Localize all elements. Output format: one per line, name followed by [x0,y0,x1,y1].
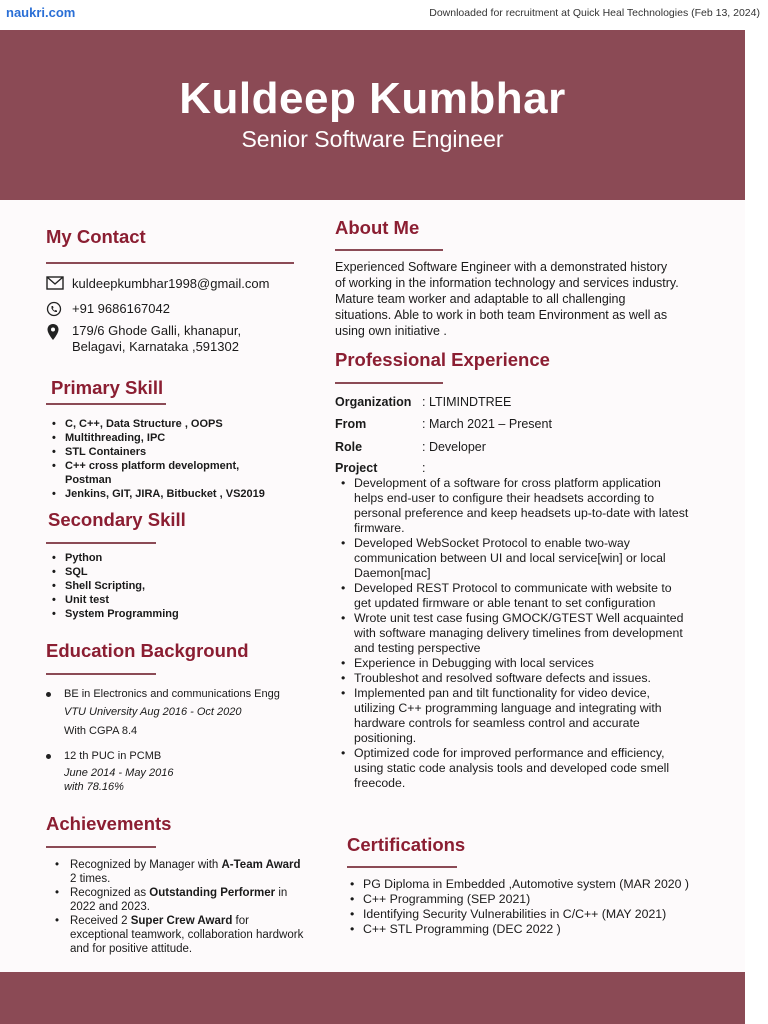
list-item: • Developed REST Protocol to communicate with website to get updated firmware or able tenant to set configuration [341,581,691,611]
phone-icon [46,301,64,317]
experience-underline [335,382,443,384]
role-value: : Developer [422,440,486,454]
location-pin-icon [46,323,64,339]
list-item: • Recognized by Manager with A-Team Award 2 times. [55,858,310,886]
education-degree: 12 th PUC in PCMB [64,750,162,762]
secondary-skill-list [50,551,280,621]
list-item: • Multithreading, IPC [50,431,280,445]
contact-underline [46,262,294,264]
candidate-name: Kuldeep Kumbhar [179,74,566,123]
list-item: • Troubleshot and resolved software defects and issues. [341,671,691,686]
address-line-1: 179/6 Ghode Galli, khanapur, [72,323,242,338]
list-item: • Optimized code for improved performance and efficiency, using static code analysis tools and developed code smell freecode. [341,746,691,791]
list-item: • Jenkins, GIT, JIRA, Bitbucket , VS2019 [50,487,280,501]
top-bar [0,0,768,28]
list-item: • STL Containers [50,445,280,459]
bullet-dot [46,754,51,759]
list-item: • Shell Scripting, [50,579,280,593]
achievements-underline [46,846,156,848]
project-label: Project [335,461,378,475]
contact-title: My Contact [46,226,146,247]
organization-value: : LTIMINDTREE [422,395,512,409]
list-item: • SQL [50,565,280,579]
education-underline [46,673,156,675]
education-degree: BE in Electronics and communications Engg [64,688,280,700]
education-detail: VTU University Aug 2016 - Oct 2020 [64,706,242,718]
education-score: with 78.16% [64,781,124,793]
email-text: kuldeepkumbhar1998@gmail.com [72,276,270,291]
about-underline [335,249,443,251]
primary-skill-underline [46,403,166,405]
list-item: • Experience in Debugging with local services [341,656,691,671]
candidate-role: Senior Software Engineer [241,126,504,152]
primary-skill-list [50,417,280,501]
list-item: • Development of a software for cross platform application helps end-user to configure their headsets according to personal preference and keep headsets up-to-date with latest firmware. [341,476,691,536]
list-item: • C++ Programming (SEP 2021) [350,892,730,907]
list-item: • PG Diploma in Embedded ,Automotive system (MAR 2020 ) [350,877,730,892]
education-score: With CGPA 8.4 [64,725,138,737]
list-item: • System Programming [50,607,280,621]
primary-skill-title: Primary Skill [51,377,164,398]
list-item: • C++ cross platform development, Postman [50,459,280,487]
list-item: • Received 2 Super Crew Award for exceptional teamwork, collaboration hardwork and for positive attitude. [55,914,310,956]
project-list [341,476,691,791]
education-detail: June 2014 - May 2016 [64,767,174,779]
certifications-underline [347,866,457,868]
list-item: • Unit test [50,593,280,607]
list-item: • Wrote unit test case fusing GMOCK/GTEST Well acquainted with software managing delivery timelines from development and testing perspective [341,611,691,656]
secondary-skill-title: Secondary Skill [48,509,186,530]
achievements-list [55,858,310,956]
secondary-skill-underline [46,542,156,544]
about-title: About Me [335,217,420,238]
list-item: • Developed WebSocket Protocol to enable two-way communication between UI and local service[win] or local Daemon[mac] [341,536,691,581]
list-item: • C++ STL Programming (DEC 2022 ) [350,922,730,937]
education-title: Education Background [46,640,249,661]
experience-title: Professional Experience [335,349,550,370]
project-value: : [422,461,426,475]
resume-footer-band [0,972,745,1024]
certifications-list [350,877,730,937]
role-label: Role [335,440,363,454]
from-label: From [335,417,367,431]
envelope-icon [46,276,64,292]
list-item: • Python [50,551,280,565]
list-item: • Implemented pan and tilt functionality for video device, utilizing C++ programming language and integrating with hardware controls for seamless control and accurate positioning. [341,686,691,746]
certifications-title: Certifications [347,834,466,855]
from-value: : March 2021 – Present [422,417,552,431]
phone-text: +91 9686167042 [72,301,170,316]
list-item: • Identifying Security Vulnerabilities in C/C++ (MAY 2021) [350,907,730,922]
about-text: Experienced Software Engineer with a demonstrated history of working in the information technology and services industry. Mature team worker and adaptable to all challenging situations. Able to work in both team Environment as well as using own initiative . [335,260,679,338]
bullet-dot [46,692,51,697]
download-note: Downloaded for recruitment at Quick Heal Technologies (Feb 13, 2024) [429,7,760,19]
list-item: • Recognized as Outstanding Performer in 2022 and 2023. [55,886,310,914]
achievements-title: Achievements [46,813,172,834]
resume-header [0,30,745,200]
organization-label: Organization [335,395,412,409]
list-item: • C, C++, Data Structure , OOPS [50,417,280,431]
address-line-2: Belagavi, Karnataka ,591302 [72,339,239,354]
naukri-logo: naukri.com [6,5,76,20]
